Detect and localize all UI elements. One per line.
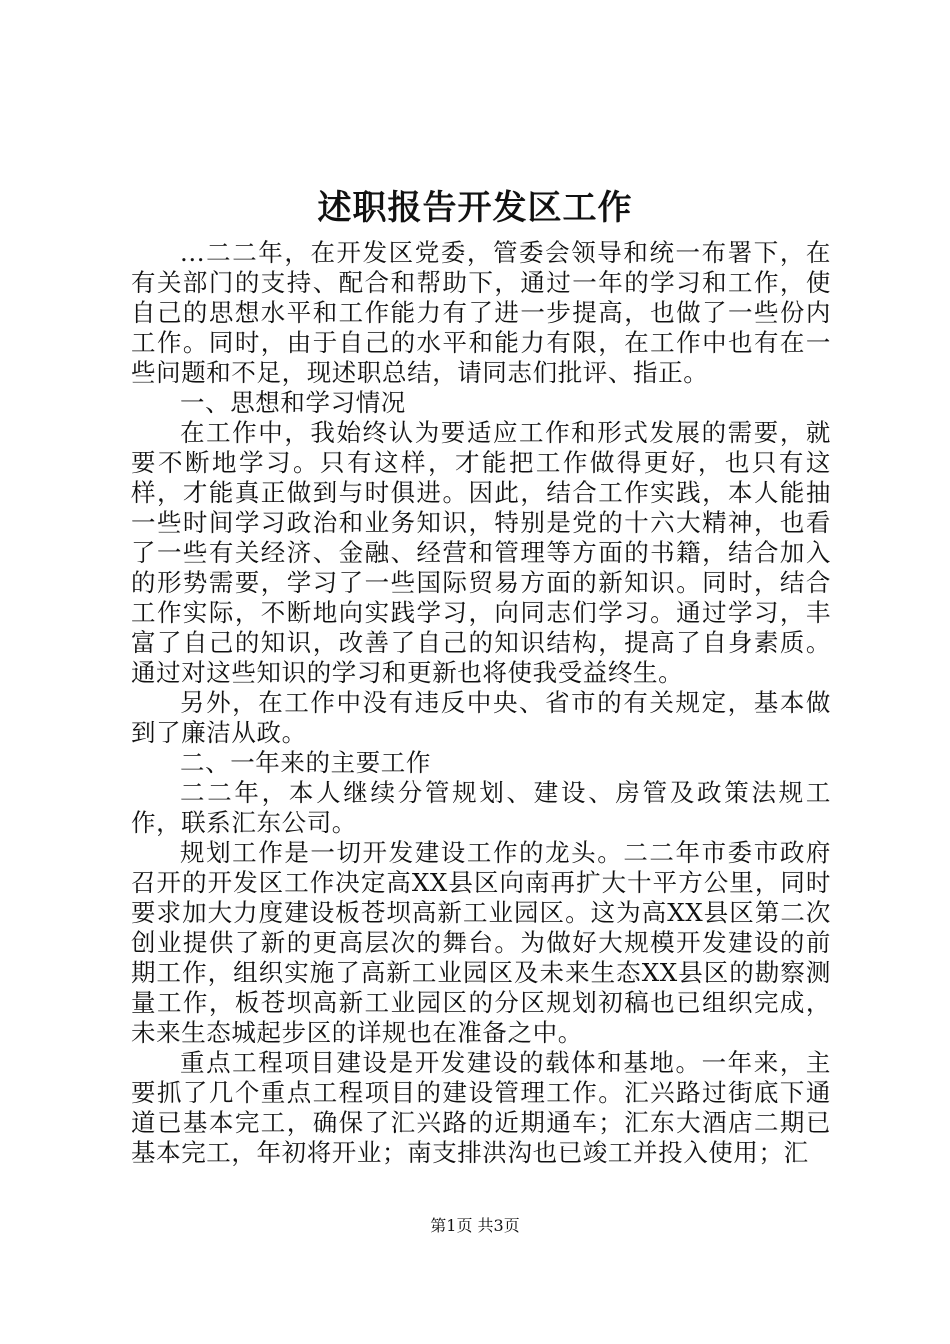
paragraph-study: 在工作中，我始终认为要适应工作和形式发展的需要，就要不断地学习。只有这样，才能把工作做得更好，也只有这样，才能真正做到与时俱进。因此，结合工作实践，本人能抽一些时间学习政治和业务知识，特别是党的十六大精神，也看了一些有关经济、金融、经营和管理等方面的书籍，结合加入的形势需要，学习了一些国际贸易方面的新知识。同时，结合工作实际，不断地向实践学习，向同志们学习。通过学习，丰富了自己的知识，改善了自己的知识结构，提高了自身素质。通过对这些知识的学习和更新也将使我受益终生。 xyxy=(131,418,831,687)
paragraph-responsibilities: 二二年，本人继续分管规划、建设、房管及政策法规工作，联系汇东公司。 xyxy=(131,778,831,837)
paragraph-intro: ...二二年，在开发区党委，管委会领导和统一布署下，在有关部门的支持、配合和帮助下，通过一年的学习和工作，使自己的思想水平和工作能力有了进一步提高，也做了一些份内工作。同时，由于自己的水平和能力有限，在工作中也有在一些问题和不足，现述职总结，请同志们批评、指正。 xyxy=(131,238,831,387)
paragraph-planning: 规划工作是一切开发建设工作的龙头。二二年市委市政府召开的开发区工作决定高XX县区向南再扩大十平方公里，同时要求加大力度建设板苍坝高新工业园区。这为高XX县区第二次创业提供了新的更高层次的舞台。为做好大规模开发建设的前期工作，组织实施了高新工业园区及未来生态XX县区的勘察测量工作，板苍坝高新工业园区的分区规划初稿也已组织完成，未来生态城起步区的详规也在准备之中。 xyxy=(131,838,831,1047)
paragraph-projects: 重点工程项目建设是开发建设的载体和基地。一年来，主要抓了几个重点工程项目的建设管理工作。汇兴路过街底下通道已基本完工，确保了汇兴路的近期通车；汇东大酒店二期已基本完工，年初将开业；南支排洪沟也已竣工并投入使用；汇 xyxy=(131,1048,831,1167)
section-heading-2: 二、一年来的主要工作 xyxy=(180,748,431,777)
paragraph-integrity: 另外，在工作中没有违反中央、省市的有关规定，基本做到了廉洁从政。 xyxy=(131,688,831,747)
page-total: 共3页 xyxy=(477,1216,520,1235)
document-title: 述职报告开发区工作 xyxy=(317,188,633,228)
section-heading-1: 一、思想和学习情况 xyxy=(180,388,406,417)
page-number: 第1页 xyxy=(430,1216,473,1235)
document-body xyxy=(131,238,831,1168)
page-footer xyxy=(0,1216,950,1236)
